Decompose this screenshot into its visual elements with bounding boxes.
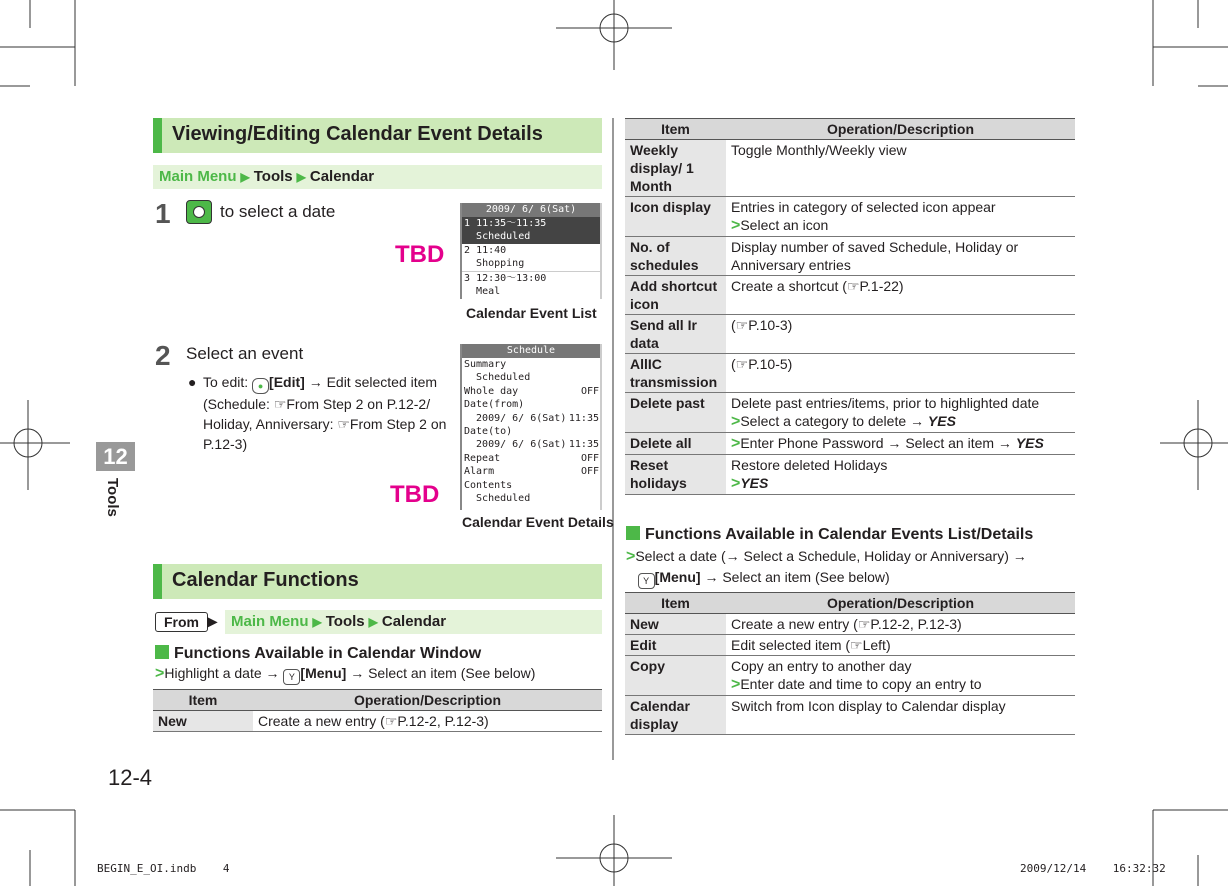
table-row (625, 197, 1075, 237)
item-cell: Copy (625, 656, 726, 696)
description-cell: (☞P.10-3) (726, 315, 1075, 354)
breadcrumb: Main Menu ▶ Tools ▶ Calendar (153, 165, 602, 189)
calendar-event-list-screenshot: 2009/ 6/ 6(Sat) 1 11:35～11:35 Scheduled 2 11:40 Shopping 3 12:30～13:00 Meal (460, 203, 602, 299)
breadcrumb: Main Menu ▶ Tools ▶ Calendar (225, 610, 602, 634)
screen-line: Summary (464, 359, 507, 370)
calendar-event-details-screenshot (460, 344, 602, 510)
instruction: >Select a date (→ Select a Schedule, Holiday or Anniversary) → Y [Menu] → Select an item (See below) (626, 546, 1076, 589)
table-row (625, 354, 1075, 393)
table-row (625, 656, 1075, 696)
description-cell: Display number of saved Schedule, Holiday or Anniversary entries (726, 237, 1075, 276)
item-cell: Delete all (625, 433, 726, 455)
chapter-label: Tools (104, 478, 121, 517)
subheading: Functions Available in Calendar Events List/Details (626, 526, 1033, 544)
description-cell: Create a new entry (☞P.12-2, P.12-3) (726, 614, 1075, 635)
description-cell: Entries in category of selected icon appear >Select an icon (726, 197, 1075, 237)
row-time: 11:35～11:35 (476, 218, 547, 229)
screen-line: Alarm OFF (464, 466, 599, 478)
description-cell: Copy an entry to another day >Enter date and time to copy an entry to (726, 656, 1075, 696)
item-cell: Weekly display/ 1 Month (625, 140, 726, 197)
item-cell: Add shortcut icon (625, 276, 726, 315)
section-title: Viewing/Editing Calendar Event Details (153, 118, 602, 153)
crumb-tools: Tools (253, 168, 293, 185)
description-cell: >Enter Phone Password → Select an item → YES (726, 433, 1075, 455)
table-row (625, 140, 1075, 197)
description-cell: (☞P.10-5) (726, 354, 1075, 393)
crumb-tools: Tools (325, 613, 365, 630)
screen-line: 2009/ 6/ 6(Sat) 11:35 (464, 439, 599, 451)
calendar-window-table: Item Operation/Description New Create a new entry (☞P.12-2, P.12-3) (153, 689, 602, 732)
table-row (625, 635, 1075, 656)
page-number: 12-4 (108, 765, 153, 790)
crumb-calendar: Calendar (309, 168, 375, 185)
table-row (625, 696, 1075, 735)
tbd-overlay: TBD (390, 481, 440, 508)
item-cell: Icon display (625, 197, 726, 237)
event-list-menu-table: Item Operation/Description New Create a new entry (☞P.12-2, P.12-3) Edit Edit selected item (☞Left) Copy Copy an entry to another day >Enter date and time to copy an entry to Calendar display Switch from Icon display to Calendar display (625, 592, 1075, 735)
screenshot-caption: Calendar Event Details (462, 514, 614, 530)
screen-line: Scheduled (464, 493, 531, 505)
item-cell: AllIC transmission (625, 354, 726, 393)
description-cell: Create a shortcut (☞P.1-22) (726, 276, 1075, 315)
arrow-icon: ▶ (207, 613, 218, 629)
description-cell: Delete past entries/items, prior to highlighted date >Select a category to delete → YES (726, 393, 1075, 433)
step-text: to select a date (220, 202, 336, 221)
screenshot-caption: Calendar Event List (466, 305, 597, 321)
step-number: 1 (155, 198, 171, 229)
slug-file: BEGIN_E_OI.indb 4 (97, 862, 230, 875)
item-cell: Send all Ir data (625, 315, 726, 354)
item-cell: No. of schedules (625, 237, 726, 276)
table-row (625, 614, 1075, 635)
description-cell: Switch from Icon display to Calendar display (726, 696, 1075, 735)
table-row: New Create a new entry (☞P.12-2, P.12-3) (153, 711, 602, 732)
table-row (625, 455, 1075, 495)
screen-line: Date(to) (464, 426, 513, 438)
item-cell: New (625, 614, 726, 635)
screen-header: Schedule (462, 344, 600, 358)
table-row (625, 433, 1075, 455)
table-row (625, 276, 1075, 315)
screen-line: Date(from) (464, 399, 525, 411)
description-cell: Restore deleted Holidays >YES (726, 455, 1075, 495)
step-text: Select an event (186, 344, 304, 363)
item-cell: Edit (625, 635, 726, 656)
edit-bullet: ● To edit: ● [Edit] → Edit selected item (Schedule: ☞From Step 2 on P.12-2/ Holiday, Anniversary: ☞From Step 2 on P.12-3) (188, 374, 447, 452)
screen-header: 2009/ 6/ 6(Sat) (462, 203, 600, 217)
screen-line: Scheduled (464, 372, 531, 384)
calendar-menu-table: Item Operation/Description Weekly display/ 1 Month Toggle Monthly/Weekly view Icon display Entries in category of selected icon appear >Select an icon No. of schedules Display number of saved Schedule, Holiday or Anniversary entries Add shortcut icon Create a shortcut (☞P.1-22) Send all Ir data (☞P.10-3) AllIC transmission (☞P.10-5) Delete past Delete past entries/items, prior to highlighted date >Select a category to delete → YES Delete all >Enter Phone Password → Select an item → YES Reset holidays Restore deleted Holidays >YES (625, 118, 1075, 495)
center-key-icon: ● (252, 378, 269, 394)
crumb-calendar: Calendar (381, 613, 447, 630)
from-label: From (155, 612, 208, 632)
crumb-main-menu: Main Menu (159, 168, 237, 185)
step-number: 2 (155, 340, 171, 371)
screen-line: 2009/ 6/ 6(Sat) 11:35 (464, 412, 599, 424)
tbd-overlay: TBD (395, 241, 445, 268)
subheading: Functions Available in Calendar Window (155, 645, 481, 663)
table-row (625, 393, 1075, 433)
menu-key-icon: Y (638, 573, 655, 589)
slug-date: 2009/12/14 16:32:32 (1020, 862, 1166, 875)
item-cell: Delete past (625, 393, 726, 433)
row-index: 1 (464, 218, 471, 229)
screen-line: Contents (464, 479, 513, 491)
table-row (625, 315, 1075, 354)
crumb-main-menu: Main Menu (231, 613, 309, 630)
instruction: >Highlight a date → Y [Menu] → Select an item (See below) (155, 665, 535, 685)
menu-key-icon: Y (283, 669, 300, 685)
section-title: Calendar Functions (153, 564, 602, 599)
description-cell: Toggle Monthly/Weekly view (726, 140, 1075, 197)
chapter-tab: 12 (96, 442, 135, 471)
screen-line: Whole day OFF (464, 385, 599, 397)
screen-line: Repeat OFF (464, 452, 599, 464)
table-row (625, 237, 1075, 276)
navigation-key-icon (186, 200, 212, 224)
description-cell: Edit selected item (☞Left) (726, 635, 1075, 656)
row-title: Scheduled (476, 231, 531, 243)
item-cell: Reset holidays (625, 455, 726, 495)
item-cell: Calendar display (625, 696, 726, 735)
